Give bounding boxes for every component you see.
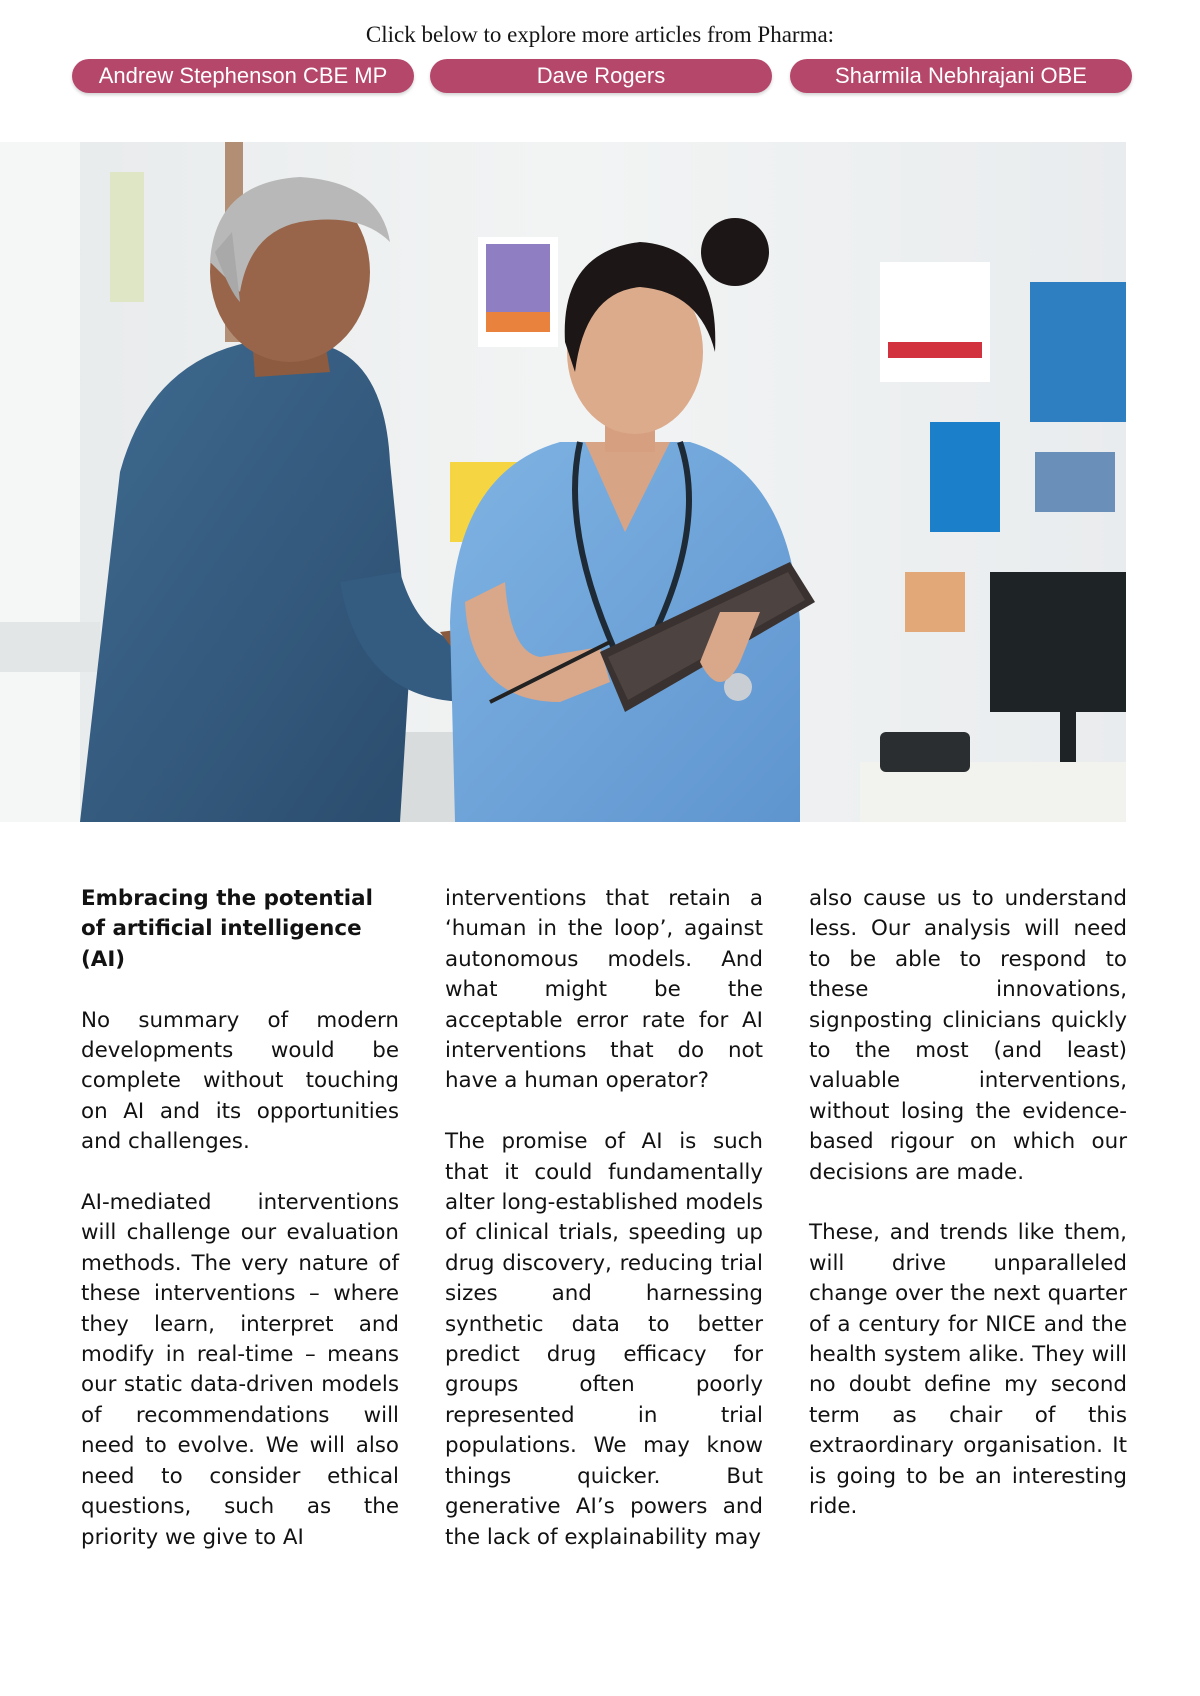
paragraph: These, and trends like them, will drive unparalleled change over the next quarter of a century for NICE and the health system alike. They will no doubt define my second term as chair of this extraordinary organisation. It is going to be an interesting ride. — [809, 1220, 1127, 1520]
explore-more-text: Click below to explore more articles from Pharma: — [365, 22, 835, 47]
paragraph: The promise of AI is such that it could fundamentally alter long-established models of clinical trials, speeding up drug discovery, reducing trial sizes and harnessing synthetic data to better predict drug efficacy for groups often poorly represented in trial populations. We may know things quicker. But generative AI’s powers and the lack of explainability may — [445, 1129, 763, 1550]
article-links — [72, 59, 1132, 93]
article-link-dave-rogers[interactable]: Dave Rogers — [430, 59, 772, 93]
article-column-2 — [445, 884, 763, 1583]
article-column-3 — [809, 884, 1127, 1553]
clinic-consultation-illustration — [0, 142, 1126, 822]
section-heading: Embracing the potential of artificial intelligence (AI) — [81, 886, 373, 972]
article-link-sharmila-nebhrajani[interactable]: Sharmila Nebhrajani OBE — [790, 59, 1132, 93]
paragraph: interventions that retain a ‘human in the loop’, against autonomous models. And what might be the acceptable error rate for AI interventions that do not have a human operator? — [445, 886, 763, 1094]
hero-photo — [0, 142, 1126, 822]
paragraph: also cause us to understand less. Our analysis will need to be able to respond to these innovations, signposting clinicians quickly to the most (and least) valuable interventions, without losing the evidence-based rigour on which our decisions are made. — [809, 886, 1127, 1185]
article-column-1 — [81, 884, 399, 1583]
article-link-andrew-stephenson[interactable]: Andrew Stephenson CBE MP — [72, 59, 414, 93]
paragraph: No summary of modern developments would be complete without touching on AI and its opportunities and challenges. — [81, 1007, 399, 1155]
paragraph: AI-mediated interventions will challenge our evaluation methods. The very nature of these interventions – where they learn, interpret and modify in real-time – means our static data-driven models of recommendations will need to evolve. We will also need to consider ethical questions, such as the priority we give to AI — [81, 1190, 399, 1550]
